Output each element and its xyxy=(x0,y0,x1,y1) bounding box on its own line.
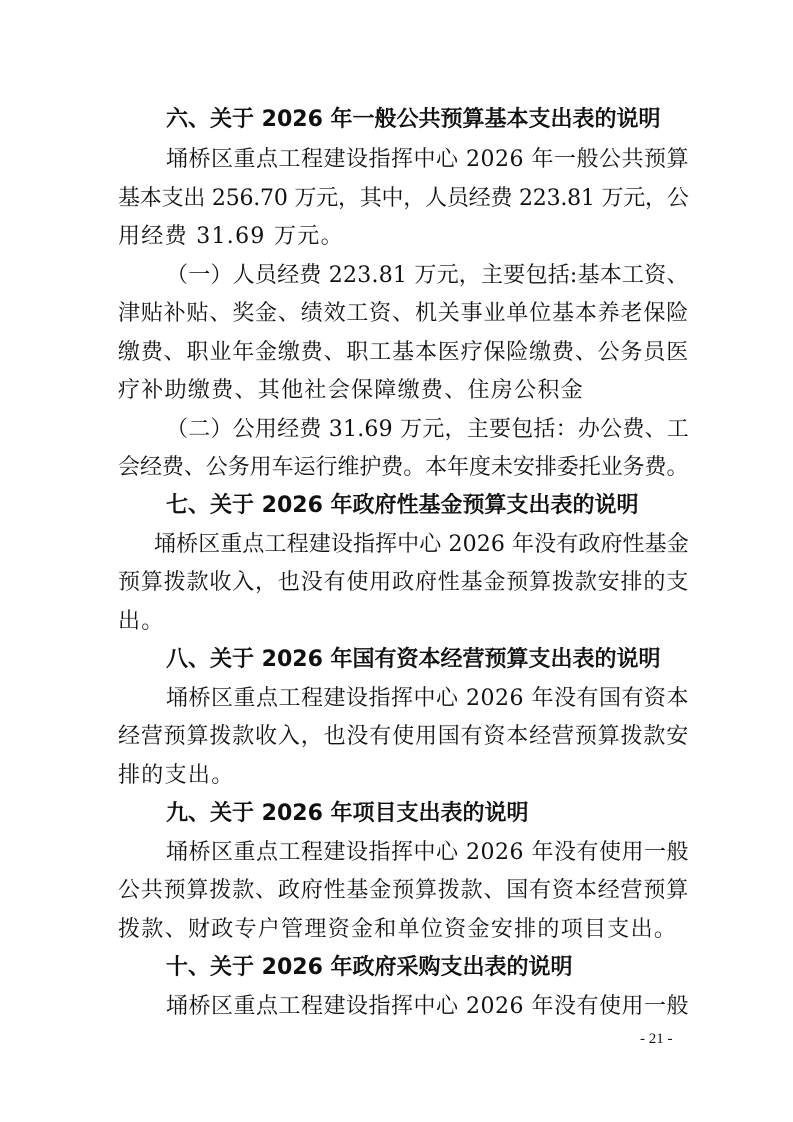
paragraph-line: 预算拨款收入，也没有使用政府性基金预算拨款安排的支 xyxy=(118,570,690,595)
page-number: - 21 - xyxy=(640,1031,673,1047)
paragraph-line: 拨款、财政专户管理资金和单位资金安排的项目支出。 xyxy=(118,917,678,942)
paragraph-line: 用经费 31.69 万元。 xyxy=(118,224,344,249)
paragraph-line: 埇桥区重点工程建设指挥中心 2026 年没有国有资本 xyxy=(166,686,689,711)
paragraph-line: 埇桥区重点工程建设指挥中心 2026 年没有使用一般 xyxy=(166,840,689,865)
paragraph-line: 会经费、公务用车运行维护费。本年度未安排委托业务费。 xyxy=(118,455,689,480)
section-heading: 六、关于 2026 年一般公共预算基本支出表的说明 xyxy=(166,107,661,132)
paragraph-line: 出。 xyxy=(118,609,165,634)
paragraph-line: 埇桥区重点工程建设指挥中心 2026 年没有使用一般 xyxy=(166,994,689,1019)
paragraph-line: 疗补助缴费、其他社会保障缴费、住房公积金 xyxy=(118,378,585,403)
section-heading: 九、关于 2026 年项目支出表的说明 xyxy=(166,801,529,826)
paragraph-line: 公共预算拨款、政府性基金预算拨款、国有资本经营预算 xyxy=(118,878,690,903)
section-heading: 八、关于 2026 年国有资本经营预算支出表的说明 xyxy=(166,647,661,672)
paragraph-line: 基本支出 256.70 万元，其中，人员经费 223.81 万元，公 xyxy=(118,186,689,211)
paragraph-line: 经营预算拨款收入，也没有使用国有资本经营预算拨款安 xyxy=(118,724,690,749)
paragraph-line: 津贴补贴、奖金、绩效工资、机关事业单位基本养老保险 xyxy=(118,301,690,326)
paragraph-line: （一）人员经费 223.81 万元，主要包括:基本工资、 xyxy=(166,263,689,288)
paragraph-line: 排的支出。 xyxy=(118,763,235,788)
paragraph-line: 缴费、职业年金缴费、职工基本医疗保险缴费、公务员医 xyxy=(118,340,690,365)
paragraph-line: （二）公用经费 31.69 万元，主要包括：办公费、工 xyxy=(166,417,689,442)
paragraph-line: 埇桥区重点工程建设指挥中心 2026 年没有政府性基金 xyxy=(154,532,689,557)
section-heading: 七、关于 2026 年政府性基金预算支出表的说明 xyxy=(166,493,639,518)
paragraph-line: 埇桥区重点工程建设指挥中心 2026 年一般公共预算 xyxy=(166,147,689,172)
section-heading: 十、关于 2026 年政府采购支出表的说明 xyxy=(166,955,573,980)
